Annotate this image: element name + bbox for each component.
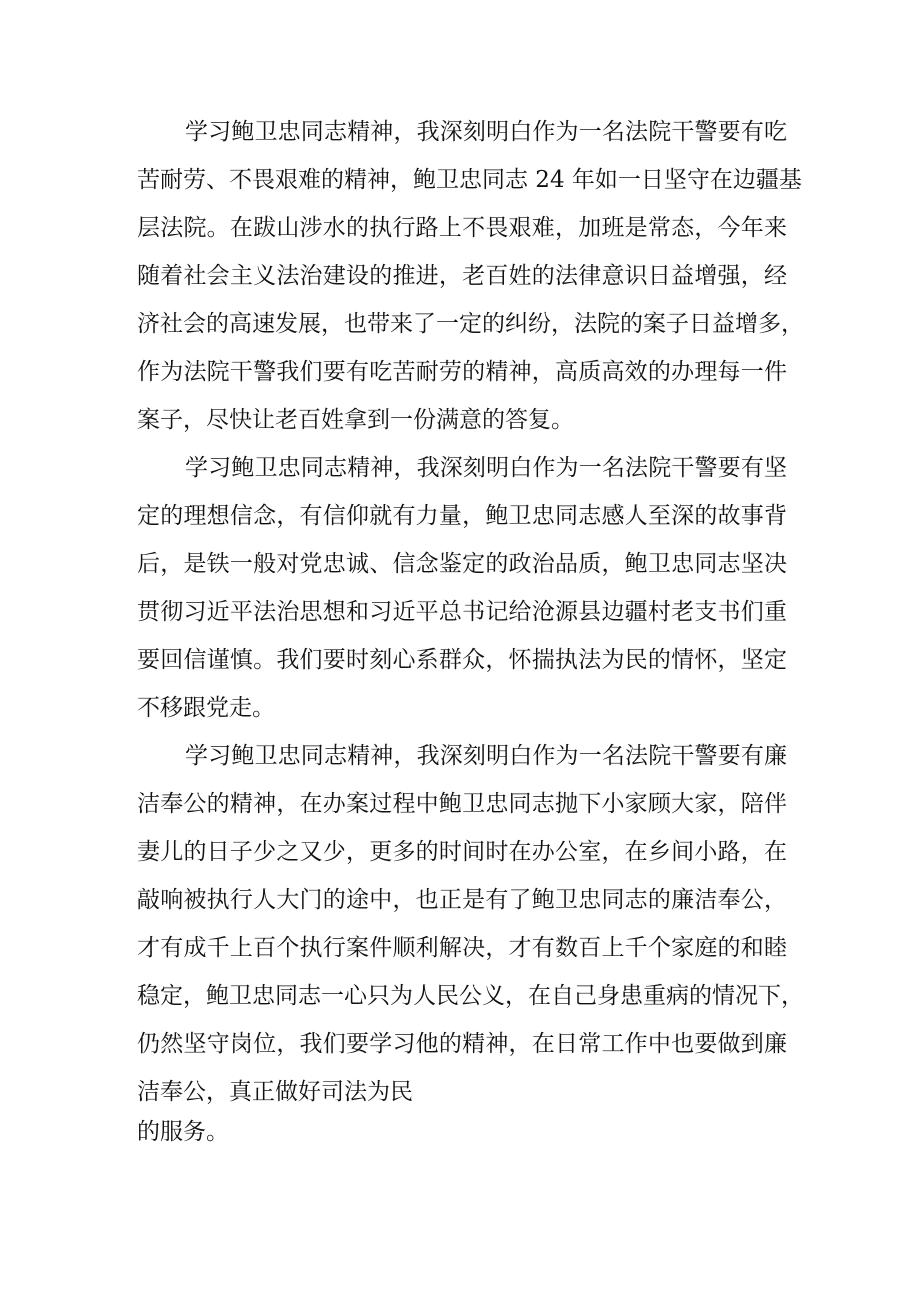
paragraph-line: 要回信谨慎。我们要时刻心系群众，怀揣执法为民的情怀，坚定 <box>137 647 787 673</box>
paragraph-line: 随着社会主义法治建设的推进，老百姓的法律意识日益增强，经 <box>137 263 787 289</box>
paragraph-line: 贯彻习近平法治思想和习近平总书记给沧源县边疆村老支书们重 <box>137 599 787 625</box>
paragraph-line: 才有成千上百个执行案件顺利解决，才有数百上千个家庭的和睦 <box>137 935 787 961</box>
paragraph-line: 敲响被执行人大门的途中，也正是有了鲍卫忠同志的廉洁奉公， <box>137 887 787 913</box>
paragraph-line: 学习鲍卫忠同志精神，我深刻明白作为一名法院干警要有廉 <box>185 743 787 769</box>
paragraph-line: 作为法院干警我们要有吃苦耐劳的精神，高质高效的办理每一件 <box>137 359 787 385</box>
paragraph-line: 案子，尽快让老百姓拿到一份满意的答复。 <box>137 407 574 433</box>
paragraph-line: 定的理想信念，有信仰就有力量，鲍卫忠同志感人至深的故事背 <box>137 503 787 529</box>
paragraph-line: 苦耐劳、不畏艰难的精神，鲍卫忠同志 24 年如一日坚守在边疆基 <box>137 167 802 193</box>
paragraph-line: 学习鲍卫忠同志精神，我深刻明白作为一名法院干警要有吃 <box>185 119 787 145</box>
paragraph-line: 洁奉公，真正做好司法为民 <box>137 1079 413 1105</box>
paragraph-line: 学习鲍卫忠同志精神，我深刻明白作为一名法院干警要有坚 <box>185 455 787 481</box>
paragraph-line: 后，是铁一般对党忠诚、信念鉴定的政治品质，鲍卫忠同志坚决 <box>137 551 787 577</box>
paragraph-line: 洁奉公的精神，在办案过程中鲍卫忠同志抛下小家顾大家，陪伴 <box>137 791 787 817</box>
paragraph-line: 的服务。 <box>137 1119 229 1145</box>
paragraph-line: 仍然坚守岗位，我们要学习他的精神，在日常工作中也要做到廉 <box>137 1031 787 1057</box>
paragraph-line: 济社会的高速发展，也带来了一定的纠纷，法院的案子日益增多， <box>137 311 804 337</box>
paragraph-line: 妻儿的日子少之又少，更多的时间时在办公室，在乡间小路，在 <box>137 839 787 865</box>
paragraph-line: 不移跟党走。 <box>137 695 275 721</box>
paragraph-line: 层法院。在跋山涉水的执行路上不畏艰难，加班是常态，今年来 <box>137 215 787 241</box>
paragraph-line: 稳定，鲍卫忠同志一心只为人民公义，在自己身患重病的情况下， <box>137 983 804 1009</box>
